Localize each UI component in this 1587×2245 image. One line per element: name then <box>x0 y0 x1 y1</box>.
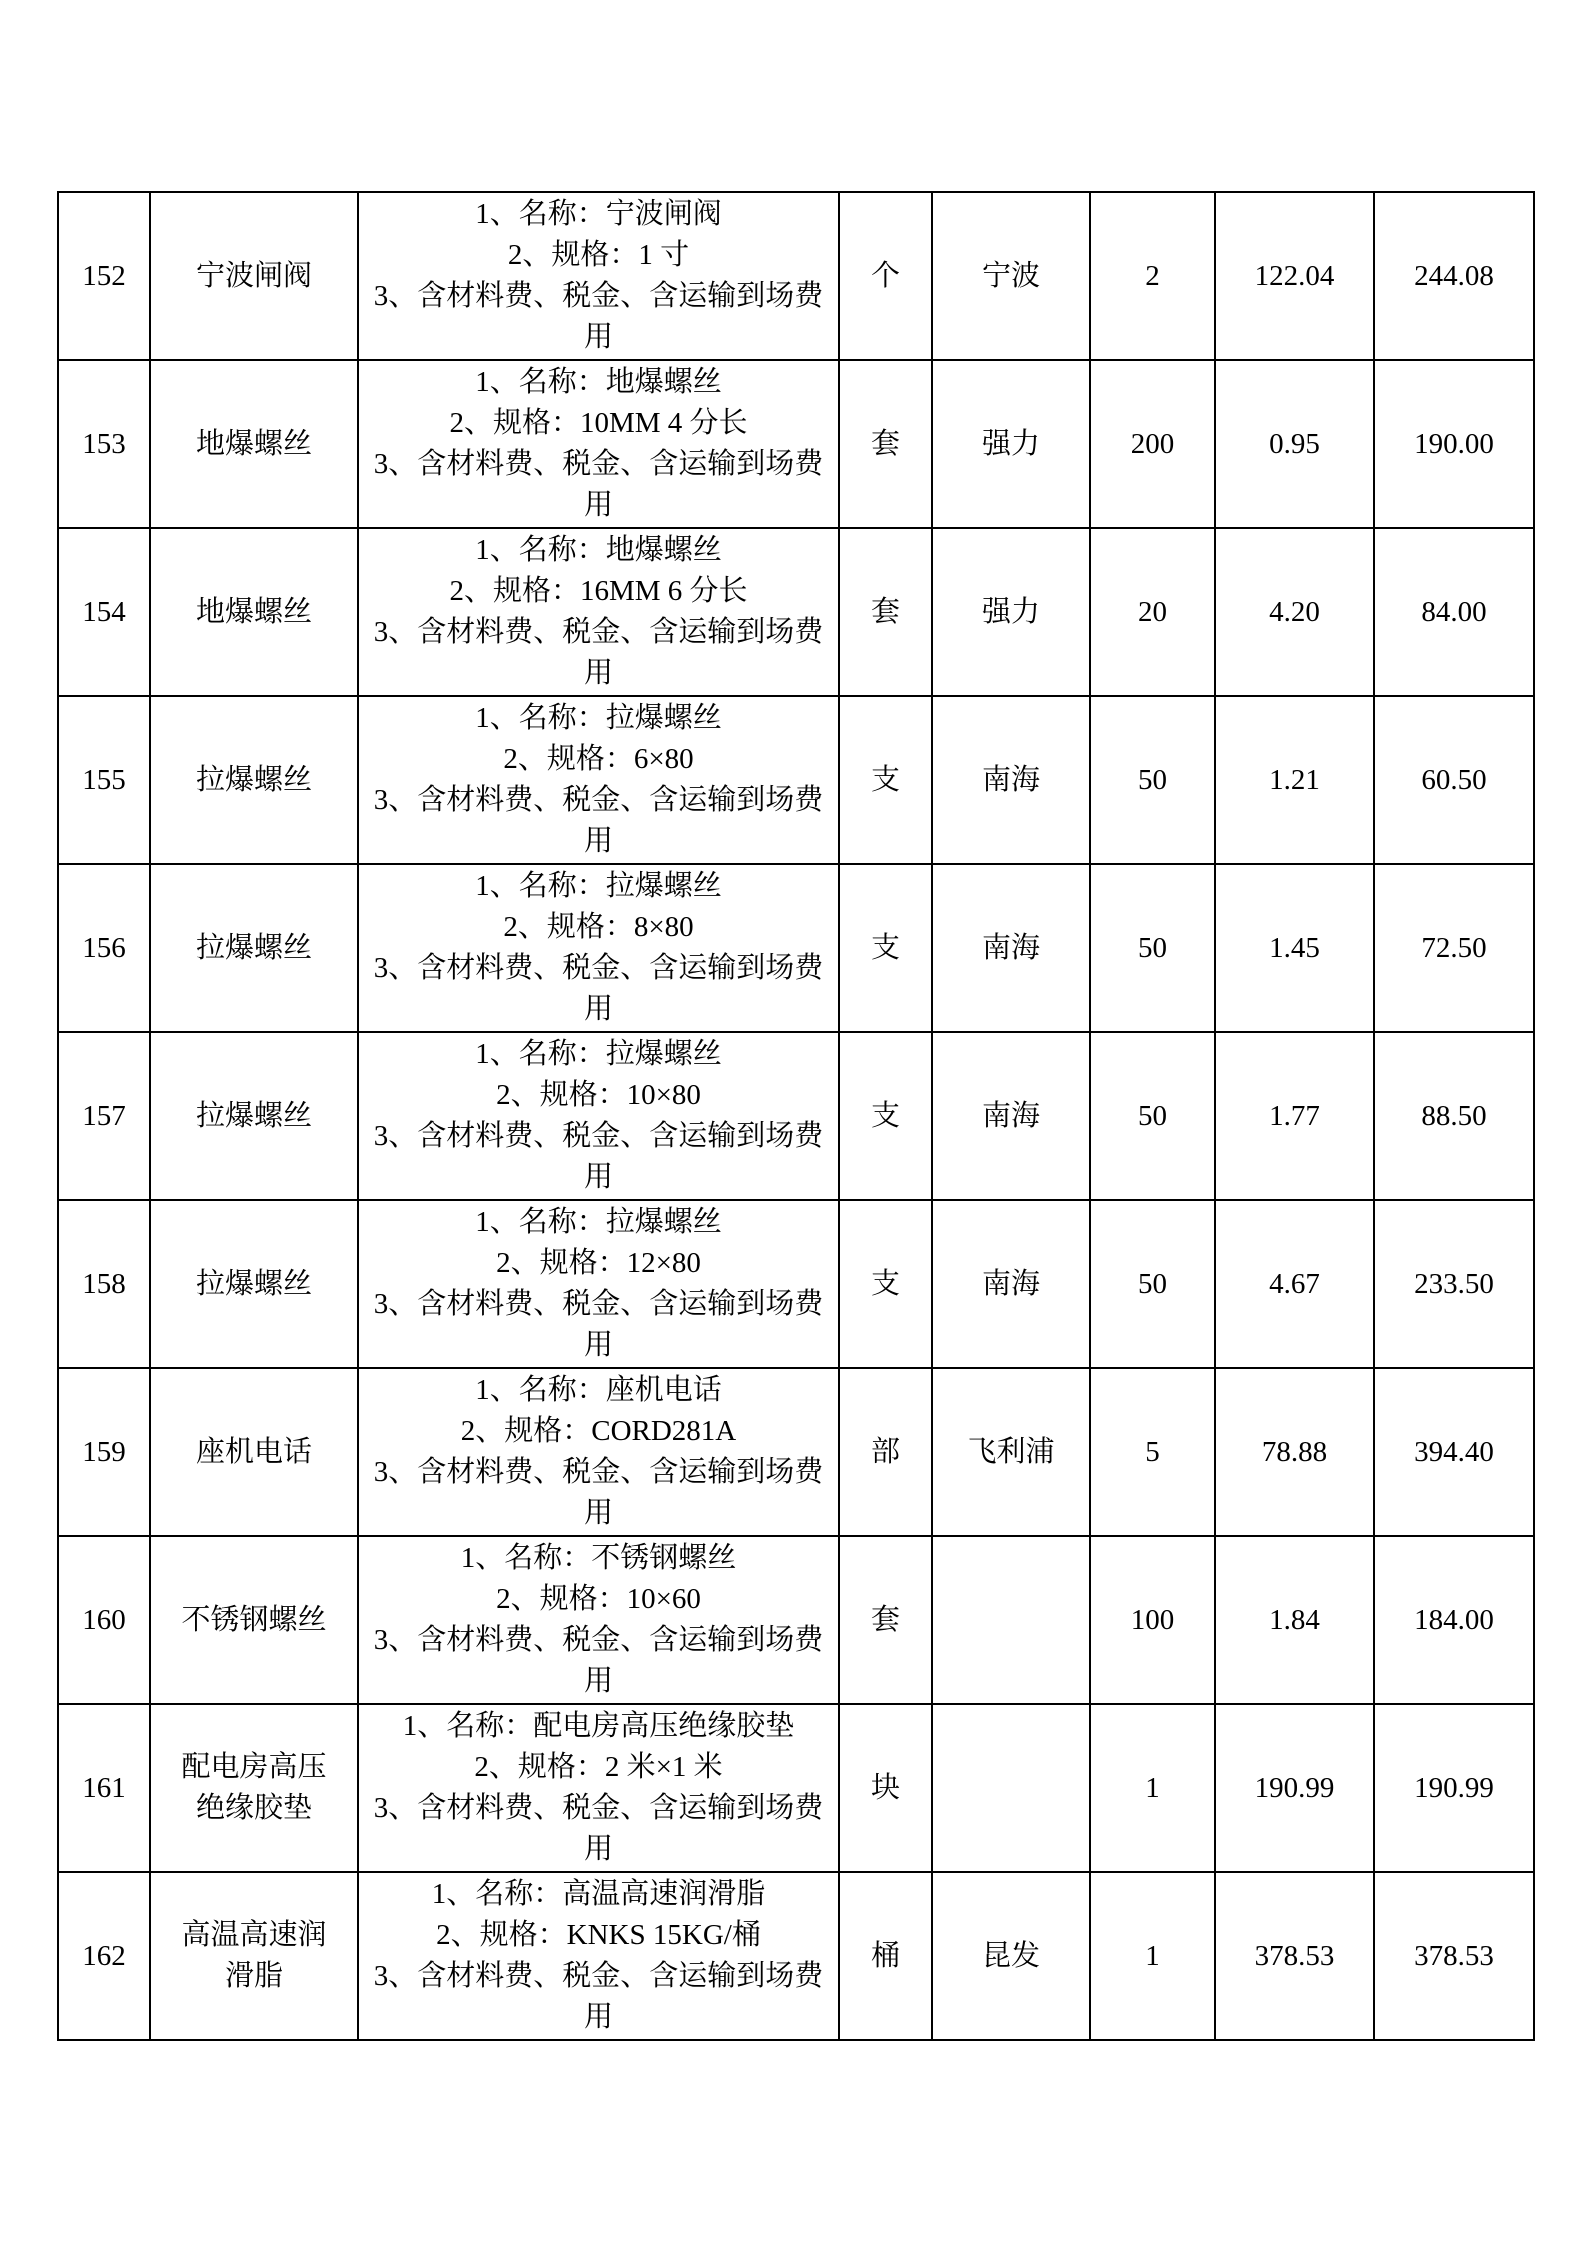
item-unit: 支 <box>870 1099 900 1132</box>
table-row <box>58 1368 1534 1536</box>
cell-item-number <box>58 1536 150 1704</box>
item-name: 不锈钢螺丝 <box>181 1603 327 1636</box>
item-quantity: 200 <box>1130 427 1175 460</box>
item-total-price: 72.50 <box>1421 931 1487 964</box>
description-fee-line: 3、含材料费、税金、含运输到场费 <box>373 280 824 312</box>
item-number: 159 <box>82 1435 126 1468</box>
cell-total-price <box>1374 696 1534 864</box>
cell-item-number <box>58 696 150 864</box>
item-number: 157 <box>82 1099 126 1132</box>
item-number: 158 <box>82 1267 126 1300</box>
cell-unit <box>839 528 932 696</box>
description-fee-line-wrap: 用 <box>583 993 613 1025</box>
cell-item-name <box>150 1872 358 2040</box>
cell-quantity <box>1090 1032 1215 1200</box>
description-fee-line: 3、含材料费、税金、含运输到场费 <box>373 448 824 480</box>
cell-unit-price <box>1215 1200 1374 1368</box>
price-table-body <box>58 192 1534 2040</box>
description-spec-line: 2、规格：10MM 4 分长 <box>449 407 748 439</box>
description-spec-line: 2、规格：1 寸 <box>507 239 690 271</box>
table-row <box>58 1032 1534 1200</box>
cell-item-name <box>150 528 358 696</box>
description-name-line: 1、名称：拉爆螺丝 <box>475 1206 722 1238</box>
description-fee-line-wrap: 用 <box>583 489 613 521</box>
cell-quantity <box>1090 528 1215 696</box>
item-unit-price: 4.20 <box>1269 595 1320 628</box>
description-name-line: 1、名称：地爆螺丝 <box>475 534 722 566</box>
cell-item-number <box>58 864 150 1032</box>
cell-quantity <box>1090 864 1215 1032</box>
description-fee-line-wrap: 用 <box>583 1833 613 1865</box>
cell-total-price <box>1374 192 1534 360</box>
table-row <box>58 192 1534 360</box>
cell-brand <box>932 1032 1090 1200</box>
item-unit-price: 78.88 <box>1261 1435 1328 1468</box>
cell-brand <box>932 192 1090 360</box>
cell-item-description <box>358 1872 839 2040</box>
item-total-price: 190.00 <box>1414 427 1494 460</box>
cell-unit <box>839 1872 932 2040</box>
cell-brand <box>932 360 1090 528</box>
description-spec-line: 2、规格：KNKS 15KG/桶 <box>436 1919 761 1951</box>
item-unit-price: 4.67 <box>1269 1267 1320 1300</box>
item-total-price: 233.50 <box>1414 1267 1494 1300</box>
description-fee-line-wrap: 用 <box>583 825 613 857</box>
cell-brand <box>932 528 1090 696</box>
description-name-line: 1、名称：配电房高压绝缘胶垫 <box>402 1710 795 1742</box>
cell-brand <box>932 1200 1090 1368</box>
item-brand: 飞利浦 <box>967 1435 1055 1468</box>
table-row <box>58 696 1534 864</box>
cell-item-name <box>150 1704 358 1872</box>
table-row <box>58 360 1534 528</box>
item-quantity: 2 <box>1145 259 1160 292</box>
cell-unit-price <box>1215 1536 1374 1704</box>
item-name: 地爆螺丝 <box>195 427 312 460</box>
item-brand: 南海 <box>981 1267 1040 1300</box>
price-table <box>57 191 1535 2041</box>
cell-total-price <box>1374 1368 1534 1536</box>
description-fee-line-wrap: 用 <box>583 657 613 689</box>
table-row <box>58 1872 1534 2040</box>
item-unit-price: 1.77 <box>1269 1099 1320 1132</box>
item-total-price: 60.50 <box>1421 763 1487 796</box>
cell-item-number <box>58 1200 150 1368</box>
item-number: 155 <box>82 763 126 796</box>
item-unit: 块 <box>870 1771 900 1804</box>
description-spec-line: 2、规格：8×80 <box>503 911 694 943</box>
item-quantity: 1 <box>1145 1939 1160 1972</box>
cell-unit-price <box>1215 360 1374 528</box>
item-total-price: 394.40 <box>1414 1435 1494 1468</box>
item-unit-price: 0.95 <box>1269 427 1320 460</box>
item-unit: 个 <box>870 259 900 292</box>
cell-unit-price <box>1215 1032 1374 1200</box>
cell-unit <box>839 696 932 864</box>
cell-item-name <box>150 1200 358 1368</box>
item-quantity: 50 <box>1138 931 1167 964</box>
cell-item-number <box>58 1872 150 2040</box>
item-unit: 支 <box>870 931 900 964</box>
description-fee-line: 3、含材料费、税金、含运输到场费 <box>373 1288 824 1320</box>
cell-unit-price <box>1215 528 1374 696</box>
item-number: 154 <box>82 595 126 628</box>
cell-unit-price <box>1215 1872 1374 2040</box>
item-brand: 强力 <box>981 595 1040 628</box>
cell-total-price <box>1374 864 1534 1032</box>
cell-unit <box>839 1368 932 1536</box>
cell-item-name <box>150 192 358 360</box>
cell-quantity <box>1090 1536 1215 1704</box>
cell-item-description <box>358 1704 839 1872</box>
item-unit: 支 <box>870 763 900 796</box>
item-unit-price: 190.99 <box>1254 1771 1335 1804</box>
item-total-price: 190.99 <box>1414 1771 1494 1804</box>
cell-item-name <box>150 1032 358 1200</box>
cell-item-description <box>358 864 839 1032</box>
cell-total-price <box>1374 1872 1534 2040</box>
cell-total-price <box>1374 1032 1534 1200</box>
item-quantity: 20 <box>1138 595 1167 628</box>
cell-item-name <box>150 696 358 864</box>
cell-item-description <box>358 696 839 864</box>
table-row <box>58 1704 1534 1872</box>
description-name-line: 1、名称：拉爆螺丝 <box>475 702 722 734</box>
cell-unit <box>839 360 932 528</box>
description-fee-line-wrap: 用 <box>583 1497 613 1529</box>
item-unit-price: 1.21 <box>1269 763 1320 796</box>
description-fee-line-wrap: 用 <box>583 1161 613 1193</box>
item-name: 宁波闸阀 <box>195 259 312 292</box>
item-total-price: 84.00 <box>1421 595 1487 628</box>
item-brand: 昆发 <box>981 1939 1040 1972</box>
item-quantity: 50 <box>1138 1267 1167 1300</box>
item-name: 拉爆螺丝 <box>195 1267 312 1300</box>
description-fee-line-wrap: 用 <box>583 2001 613 2033</box>
description-spec-line: 2、规格：10×60 <box>496 1583 701 1615</box>
cell-quantity <box>1090 192 1215 360</box>
description-name-line: 1、名称：高温高速润滑脂 <box>431 1878 766 1910</box>
item-total-price: 184.00 <box>1414 1603 1494 1636</box>
description-name-line: 1、名称：拉爆螺丝 <box>475 870 722 902</box>
cell-item-description <box>358 1032 839 1200</box>
cell-total-price <box>1374 1536 1534 1704</box>
cell-unit-price <box>1215 864 1374 1032</box>
item-unit: 套 <box>870 595 900 628</box>
description-fee-line-wrap: 用 <box>583 321 613 353</box>
cell-unit-price <box>1215 1368 1374 1536</box>
cell-item-name <box>150 1368 358 1536</box>
cell-item-description <box>358 1368 839 1536</box>
item-number: 153 <box>82 427 126 460</box>
cell-item-description <box>358 360 839 528</box>
cell-item-name <box>150 360 358 528</box>
cell-item-description <box>358 1536 839 1704</box>
cell-item-number <box>58 192 150 360</box>
description-spec-line: 2、规格：2 米×1 米 <box>474 1751 723 1783</box>
cell-item-description <box>358 528 839 696</box>
item-brand: 南海 <box>981 931 1040 964</box>
cell-unit-price <box>1215 192 1374 360</box>
item-quantity: 1 <box>1145 1771 1160 1804</box>
item-name: 配电房高压绝缘胶垫 <box>181 1751 327 1824</box>
description-spec-line: 2、规格：6×80 <box>503 743 694 775</box>
cell-total-price <box>1374 1200 1534 1368</box>
cell-brand <box>932 696 1090 864</box>
item-unit-price: 122.04 <box>1254 259 1335 292</box>
item-brand: 南海 <box>981 763 1040 796</box>
item-number: 161 <box>82 1771 126 1804</box>
cell-brand <box>932 1536 1090 1704</box>
cell-item-description <box>358 1200 839 1368</box>
item-number: 160 <box>82 1603 126 1636</box>
item-number: 152 <box>82 259 126 292</box>
cell-item-number <box>58 1032 150 1200</box>
cell-brand <box>932 1704 1090 1872</box>
item-quantity: 100 <box>1130 1603 1175 1636</box>
item-unit-price: 1.84 <box>1269 1603 1320 1636</box>
cell-quantity <box>1090 1368 1215 1536</box>
description-fee-line: 3、含材料费、税金、含运输到场费 <box>373 1456 824 1488</box>
item-total-price: 244.08 <box>1414 259 1494 292</box>
cell-item-number <box>58 1368 150 1536</box>
item-name: 地爆螺丝 <box>195 595 312 628</box>
description-name-line: 1、名称：宁波闸阀 <box>475 198 722 230</box>
description-spec-line: 2、规格：16MM 6 分长 <box>449 575 748 607</box>
item-unit: 支 <box>870 1267 900 1300</box>
description-fee-line: 3、含材料费、税金、含运输到场费 <box>373 1960 824 1992</box>
item-total-price: 88.50 <box>1421 1099 1487 1132</box>
cell-item-number <box>58 360 150 528</box>
cell-item-number <box>58 1704 150 1872</box>
table-row <box>58 1200 1534 1368</box>
item-brand: 宁波 <box>981 259 1040 292</box>
item-unit: 套 <box>870 1603 900 1636</box>
description-name-line: 1、名称：不锈钢螺丝 <box>460 1542 737 1574</box>
cell-brand <box>932 1872 1090 2040</box>
table-row <box>58 1536 1534 1704</box>
cell-item-name <box>150 864 358 1032</box>
cell-unit <box>839 1200 932 1368</box>
cell-quantity <box>1090 1872 1215 2040</box>
item-name: 拉爆螺丝 <box>195 931 312 964</box>
cell-item-number <box>58 528 150 696</box>
cell-unit <box>839 192 932 360</box>
cell-item-description <box>358 192 839 360</box>
description-fee-line: 3、含材料费、税金、含运输到场费 <box>373 616 824 648</box>
description-spec-line: 2、规格：12×80 <box>496 1247 701 1279</box>
item-number: 156 <box>82 931 126 964</box>
cell-brand <box>932 1368 1090 1536</box>
item-unit: 部 <box>870 1435 900 1468</box>
item-unit-price: 378.53 <box>1254 1939 1335 1972</box>
item-quantity: 50 <box>1138 1099 1167 1132</box>
item-name: 座机电话 <box>195 1435 312 1468</box>
item-quantity: 5 <box>1145 1435 1160 1468</box>
description-fee-line: 3、含材料费、税金、含运输到场费 <box>373 1792 824 1824</box>
cell-quantity <box>1090 1200 1215 1368</box>
description-spec-line: 2、规格：10×80 <box>496 1079 701 1111</box>
description-fee-line: 3、含材料费、税金、含运输到场费 <box>373 952 824 984</box>
cell-brand <box>932 864 1090 1032</box>
cell-unit-price <box>1215 1704 1374 1872</box>
item-quantity: 50 <box>1138 763 1167 796</box>
cell-total-price <box>1374 360 1534 528</box>
item-brand: 南海 <box>981 1099 1040 1132</box>
cell-quantity <box>1090 360 1215 528</box>
table-row <box>58 528 1534 696</box>
cell-unit <box>839 1032 932 1200</box>
item-brand: 强力 <box>981 427 1040 460</box>
cell-item-name <box>150 1536 358 1704</box>
item-unit: 套 <box>870 427 900 460</box>
item-name: 拉爆螺丝 <box>195 763 312 796</box>
description-spec-line: 2、规格：CORD281A <box>460 1415 737 1447</box>
description-fee-line: 3、含材料费、税金、含运输到场费 <box>373 1120 824 1152</box>
cell-quantity <box>1090 1704 1215 1872</box>
cell-unit-price <box>1215 696 1374 864</box>
item-total-price: 378.53 <box>1414 1939 1494 1972</box>
cell-total-price <box>1374 1704 1534 1872</box>
cell-unit <box>839 864 932 1032</box>
description-fee-line: 3、含材料费、税金、含运输到场费 <box>373 1624 824 1656</box>
item-name: 高温高速润滑脂 <box>181 1919 327 1992</box>
description-name-line: 1、名称：拉爆螺丝 <box>475 1038 722 1070</box>
description-name-line: 1、名称：座机电话 <box>475 1374 722 1406</box>
description-fee-line-wrap: 用 <box>583 1329 613 1361</box>
cell-unit <box>839 1536 932 1704</box>
item-unit: 桶 <box>870 1939 900 1972</box>
description-fee-line: 3、含材料费、税金、含运输到场费 <box>373 784 824 816</box>
item-name: 拉爆螺丝 <box>195 1099 312 1132</box>
table-row <box>58 864 1534 1032</box>
cell-total-price <box>1374 528 1534 696</box>
item-unit-price: 1.45 <box>1269 931 1320 964</box>
cell-unit <box>839 1704 932 1872</box>
item-number: 162 <box>82 1939 126 1972</box>
cell-quantity <box>1090 696 1215 864</box>
description-fee-line-wrap: 用 <box>583 1665 613 1697</box>
description-name-line: 1、名称：地爆螺丝 <box>475 366 722 398</box>
